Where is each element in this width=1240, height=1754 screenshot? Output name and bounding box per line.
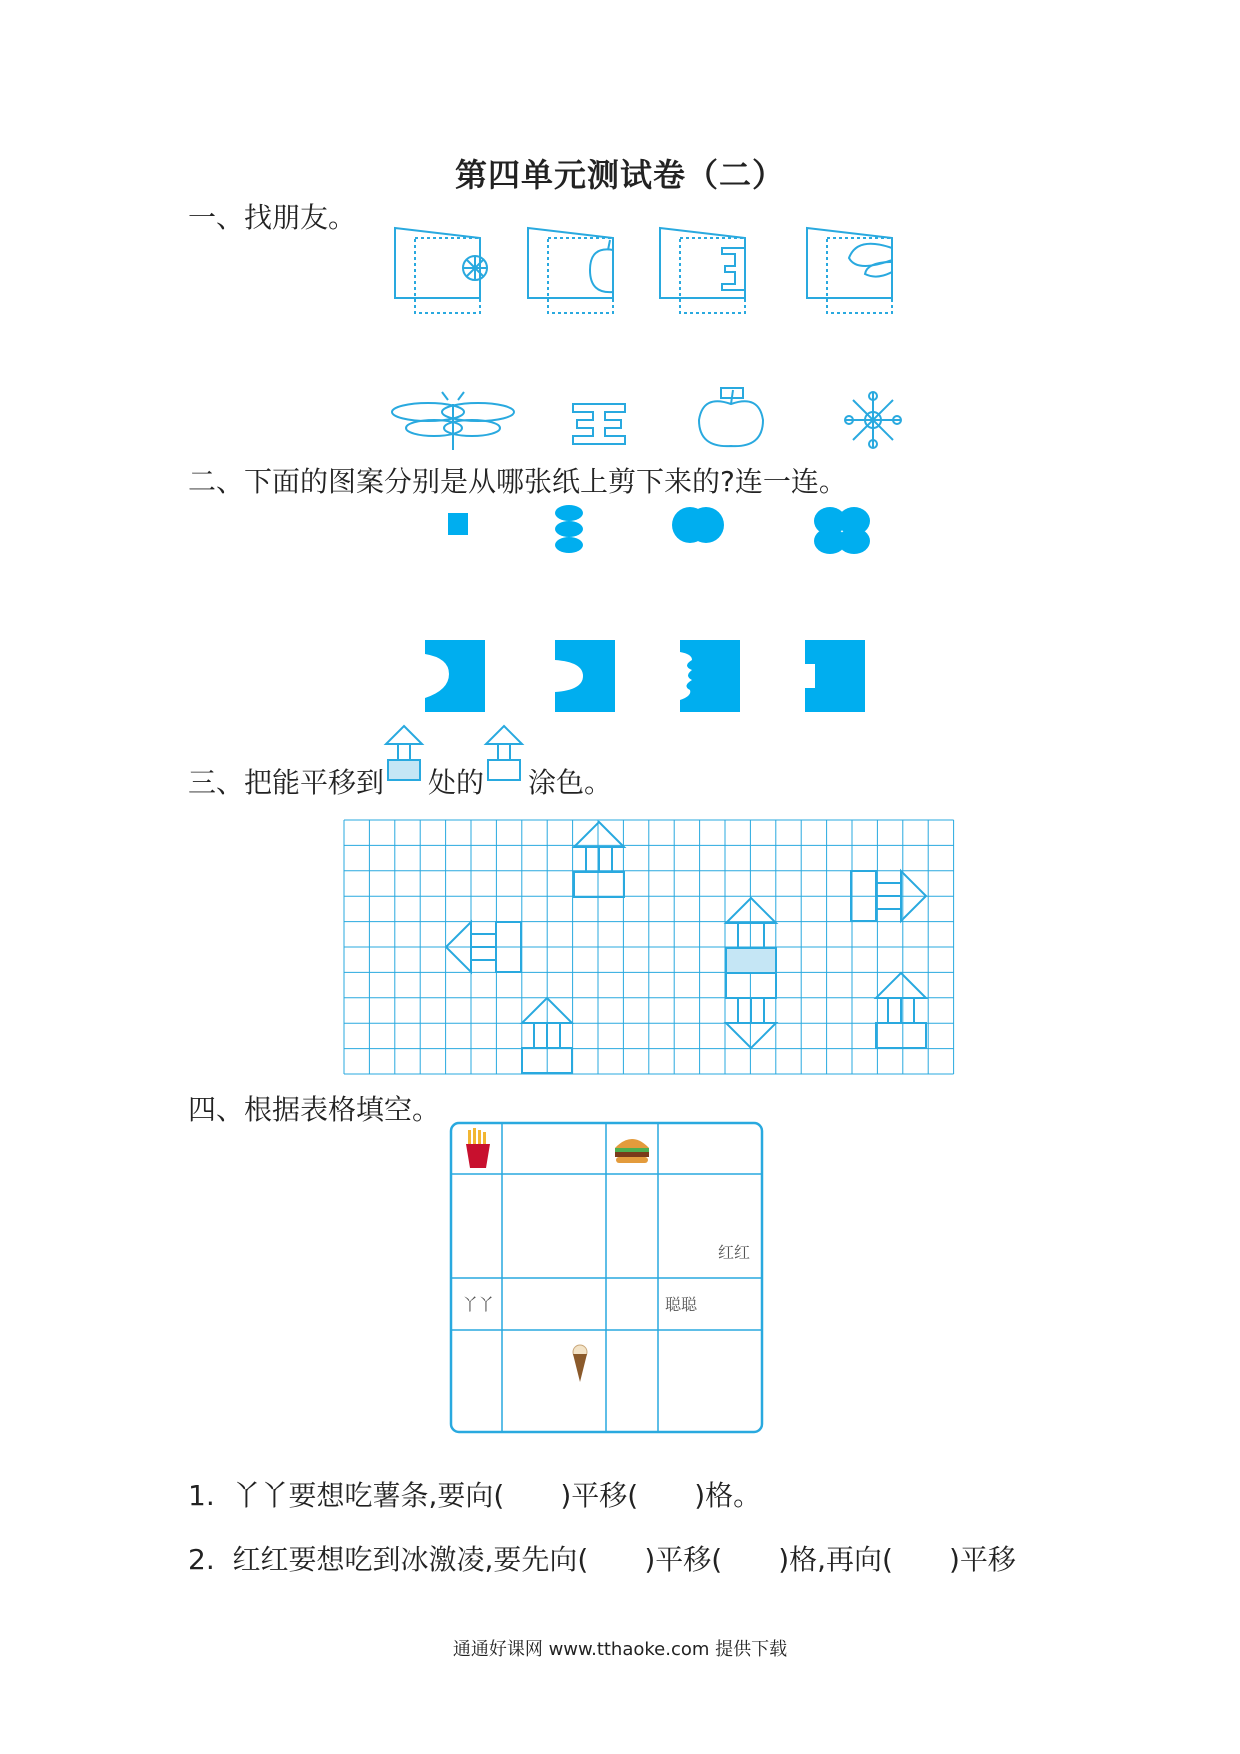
- question-2-text: 红红要想吃到冰激凌,要先向( )平移( )格,再向( )平移: [232, 1543, 1016, 1576]
- filled-house-icon: [384, 752, 428, 816]
- section-3-text-mid: 处的: [428, 766, 485, 799]
- folded-paper-row: [395, 228, 915, 323]
- house-up-top: [574, 822, 624, 897]
- question-1-number: 1.: [188, 1479, 215, 1512]
- question-1-text: 丫丫要想吃薯条,要向( )平移( )格。: [232, 1479, 762, 1512]
- footer-credit: 通通好课网 www.tthaoke.com 提供下载: [452, 1639, 788, 1660]
- question-2-number: 2.: [188, 1543, 215, 1576]
- butterfly-shape: [814, 507, 870, 554]
- folded-paper-apple: [528, 228, 613, 313]
- solid-shapes-row: [440, 505, 880, 565]
- cut-papers-row: [425, 640, 875, 715]
- outline-house-icon: [484, 752, 528, 816]
- grid-lines: [344, 820, 954, 1074]
- label-honghong: 红红: [718, 1243, 751, 1262]
- section-2-heading: 二、下面的图案分别是从哪张纸上剪下来的?连一连。: [188, 465, 847, 498]
- fries-icon: [466, 1128, 490, 1168]
- cut-paper-1: [425, 640, 485, 712]
- double-circle: [672, 507, 724, 543]
- apple-shape: [699, 388, 763, 446]
- label-congcong: 聪聪: [665, 1295, 698, 1314]
- small-square: [448, 513, 468, 535]
- house-up-right: [876, 973, 926, 1048]
- snowflake-shape: [845, 392, 901, 448]
- cutout-shapes-row: [390, 390, 890, 455]
- folded-paper-snowflake: [395, 228, 487, 313]
- ice-cream-icon: [573, 1345, 587, 1382]
- page-title: 第四单元测试卷（二）: [454, 156, 785, 194]
- house-target-filled: [726, 898, 776, 973]
- section-3-heading: [188, 752, 612, 816]
- house-down: [726, 973, 776, 1048]
- stacked-ovals: [555, 505, 583, 553]
- hamburger-icon: [615, 1139, 649, 1163]
- question-1: [188, 1474, 761, 1514]
- folded-paper-dragonfly: [807, 228, 892, 313]
- section-1-heading: 一、找朋友。: [188, 201, 357, 234]
- position-table: [450, 1122, 765, 1437]
- folded-paper-wang: [660, 228, 745, 313]
- question-2: [188, 1538, 1016, 1578]
- wang-shape: [573, 404, 625, 444]
- section-3-text-pre: 三、把能平移到: [188, 766, 385, 799]
- dragonfly-shape: [392, 392, 514, 450]
- translation-grid: [344, 820, 954, 1075]
- cut-paper-2: [555, 640, 615, 712]
- section-4-heading: 四、根据表格填空。: [188, 1093, 441, 1126]
- cut-paper-3: [680, 640, 740, 712]
- section-3-text-post: 涂色。: [528, 766, 613, 799]
- cut-paper-4: [805, 640, 865, 712]
- label-yaya: 丫丫: [462, 1295, 495, 1314]
